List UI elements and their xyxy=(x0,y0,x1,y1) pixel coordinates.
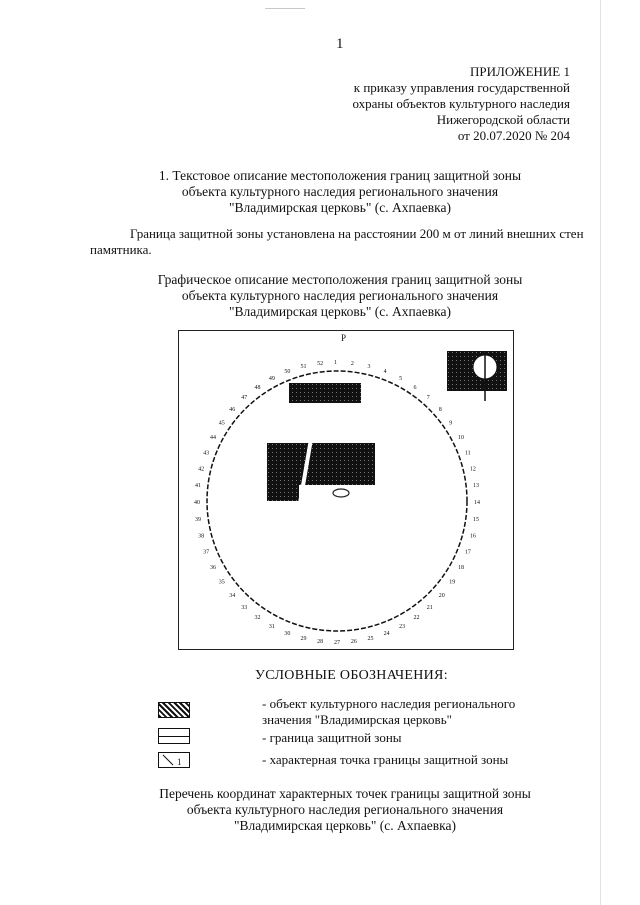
boundary-point-label: 4 xyxy=(383,369,387,376)
boundary-point-label: 21 xyxy=(426,604,433,611)
legend-item-boundary: - граница защитной зоны xyxy=(262,730,402,745)
north-label: P xyxy=(341,333,347,343)
boundary-point-label: 16 xyxy=(469,533,476,540)
protection-zone-boundary xyxy=(207,371,467,631)
boundary-point-label: 5 xyxy=(399,376,403,382)
monument-church-shape xyxy=(267,443,375,485)
boundary-point-label: 50 xyxy=(284,369,291,376)
boundary-point-label: 3 xyxy=(367,364,371,371)
boundary-point-label: 46 xyxy=(229,407,236,414)
boundary-point-label: 41 xyxy=(195,483,201,490)
boundary-point-label: 26 xyxy=(350,639,357,645)
boundary-point-label: 8 xyxy=(438,407,442,414)
boundary-paragraph xyxy=(90,226,595,258)
boundary-point-label: 27 xyxy=(334,640,340,646)
legend-title: УСЛОВНЫЕ ОБОЗНАЧЕНИЯ: xyxy=(255,668,448,683)
boundary-point-icon xyxy=(159,753,189,767)
page-number: 1 xyxy=(336,36,344,52)
legend-swatch-boundary xyxy=(158,728,190,744)
title-line: объекта культурного наследия регионального значения xyxy=(181,288,499,303)
paragraph-line: памятника. xyxy=(90,242,152,257)
boundary-point-label: 11 xyxy=(464,450,471,457)
boundary-point-label: 36 xyxy=(210,565,216,572)
boundary-point-label: 12 xyxy=(469,466,476,473)
boundary-point-label: 47 xyxy=(241,395,248,402)
map-canvas xyxy=(179,331,514,650)
boundary-point-label: 20 xyxy=(438,592,445,599)
legend-text: значения "Владимирская церковь" xyxy=(262,712,452,727)
boundary-point-label: 19 xyxy=(449,579,456,586)
legend-item-point: - характерная точка границы защитной зоны xyxy=(262,752,509,767)
point-symbol-label: 1 xyxy=(177,757,182,767)
boundary-point-label: 45 xyxy=(218,420,225,427)
appendix-date: от 20.07.2020 № 204 xyxy=(457,128,570,143)
graphic-description-title xyxy=(120,272,560,320)
boundary-point-label: 28 xyxy=(317,639,324,645)
boundary-point-label: 37 xyxy=(203,549,210,556)
coordinates-list-title xyxy=(120,786,570,834)
boundary-point-label: 32 xyxy=(254,615,261,622)
scan-artifact xyxy=(600,0,601,905)
boundary-point-label: 33 xyxy=(241,604,248,611)
boundary-point-label: 48 xyxy=(254,384,261,391)
scan-artifact xyxy=(265,8,305,9)
title-line: объекта культурного наследия регионального значения xyxy=(181,184,499,199)
boundary-point-label: 44 xyxy=(210,434,216,441)
building-shape xyxy=(267,479,299,501)
title-line: "Владимирская церковь" (с. Ахпаевка) xyxy=(229,304,451,319)
boundary-point-label: 18 xyxy=(458,565,464,572)
title-line: объекта культурного наследия регионального значения xyxy=(186,802,504,817)
boundary-point-label: 6 xyxy=(413,384,417,391)
legend-swatch-point xyxy=(158,752,190,768)
appendix-line: к приказу управления государственной xyxy=(353,80,570,95)
appendix-line: Нижегородской области xyxy=(436,112,570,127)
boundary-point-label: 25 xyxy=(367,635,374,642)
legend-text: - объект культурного наследия регионального xyxy=(262,696,516,711)
boundary-point-label: 29 xyxy=(300,635,307,642)
boundary-point-label: 24 xyxy=(383,630,390,637)
protection-zone-map xyxy=(178,330,514,650)
boundary-point-label: 2 xyxy=(350,361,354,367)
boundary-point-label: 43 xyxy=(203,450,210,457)
boundary-point-label: 49 xyxy=(268,376,275,382)
boundary-point-label: 40 xyxy=(194,500,200,506)
boundary-point-label: 52 xyxy=(317,361,324,367)
boundary-point-label: 9 xyxy=(449,420,453,427)
boundary-point-label: 15 xyxy=(473,516,479,523)
section-1-title xyxy=(120,168,560,216)
appendix-header xyxy=(300,64,570,144)
boundary-point-label: 22 xyxy=(413,615,420,622)
boundary-point-label: 10 xyxy=(458,434,464,441)
legend-swatch-monument xyxy=(158,702,190,718)
object-marker xyxy=(333,489,349,497)
boundary-point-label: 14 xyxy=(474,500,480,506)
boundary-point-label: 31 xyxy=(268,624,275,630)
boundary-point-label: 39 xyxy=(195,516,201,523)
paragraph-line: Граница защитной зоны установлена на расстоянии 200 м от линий внешних стен xyxy=(130,226,584,241)
boundary-point-label: 17 xyxy=(464,549,471,556)
title-line: Перечень координат характерных точек границы защитной зоны xyxy=(159,786,531,801)
appendix-line: охраны объектов культурного наследия xyxy=(352,96,570,111)
boundary-point-label: 13 xyxy=(473,483,479,490)
building-shape xyxy=(289,383,361,403)
boundary-point-label: 35 xyxy=(218,579,225,586)
title-line: "Владимирская церковь" (с. Ахпаевка) xyxy=(234,818,456,833)
boundary-point-label: 30 xyxy=(284,630,291,637)
title-line: 1. Текстовое описание местоположения границ защитной зоны xyxy=(158,168,522,183)
legend-item-monument xyxy=(262,696,515,728)
title-line: Графическое описание местоположения границ защитной зоны xyxy=(157,272,523,287)
boundary-point-label: 7 xyxy=(426,395,430,402)
boundary-point-label: 42 xyxy=(198,466,205,473)
boundary-point-label: 38 xyxy=(198,533,205,540)
appendix-title: ПРИЛОЖЕНИЕ 1 xyxy=(470,64,570,79)
boundary-point-label: 51 xyxy=(300,364,307,371)
title-line: "Владимирская церковь" (с. Ахпаевка) xyxy=(229,200,451,215)
boundary-point-label: 34 xyxy=(229,592,236,599)
boundary-point-label: 1 xyxy=(334,360,337,366)
boundary-point-label: 23 xyxy=(399,624,406,630)
